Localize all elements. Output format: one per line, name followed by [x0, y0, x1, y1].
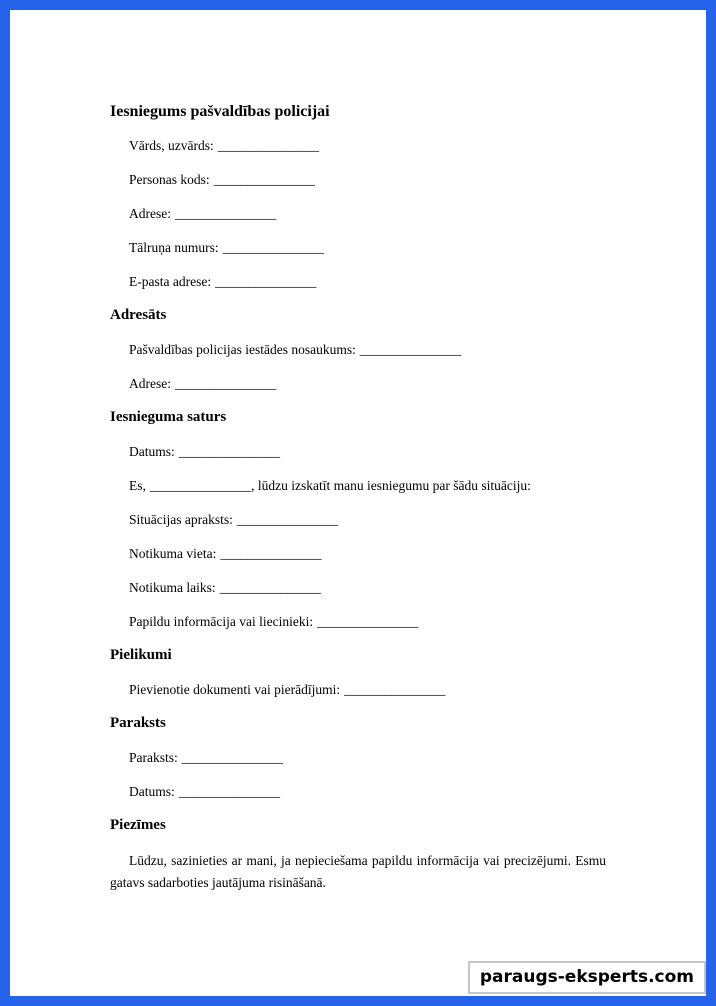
- section-heading-paraksts: Paraksts: [110, 715, 166, 731]
- field-line-attachments: [110, 680, 606, 699]
- field-blank: _______________: [222, 240, 324, 255]
- field-line-situation-description: [110, 510, 606, 529]
- field-blank: _______________: [215, 274, 317, 289]
- field-blank: _______________: [149, 478, 252, 493]
- section-heading-piezimes: Piezīmes: [110, 817, 166, 833]
- section-heading-iesnieguma-saturs: Iesnieguma saturs: [110, 409, 227, 425]
- field-suffix: , lūdzu izskatīt manu iesniegumu par šādu situāciju:: [251, 478, 531, 493]
- field-label: Datums:: [129, 444, 175, 459]
- field-blank: _______________: [236, 512, 339, 527]
- field-label: Pašvaldības policijas iestādes nosaukums:: [129, 342, 356, 357]
- field-line-address: [110, 204, 606, 223]
- field-blank: _______________: [344, 682, 446, 697]
- field-blank: _______________: [181, 750, 283, 765]
- field-line-signature: [110, 748, 606, 767]
- field-label: Paraksts:: [129, 750, 178, 765]
- field-label: Tālruņa numurs:: [129, 240, 219, 255]
- notes-paragraph: Lūdzu, sazinieties ar mani, ja nepieciešama papildu informācija vai precizējumi. Esmu gatavs sadarboties jautājuma risināšanā.: [110, 853, 606, 890]
- field-line-additional-info: [110, 612, 606, 631]
- field-blank: _______________: [174, 376, 277, 391]
- field-label: Adrese:: [129, 376, 171, 391]
- field-blank: _______________: [359, 342, 462, 357]
- field-label: Vārds, uzvārds:: [129, 138, 214, 153]
- field-blank: _______________: [317, 614, 419, 629]
- field-line-personal-code: [110, 170, 606, 189]
- field-label: Notikuma vieta:: [129, 546, 217, 561]
- field-blank: _______________: [213, 172, 315, 187]
- field-label: Notikuma laiks:: [129, 580, 216, 595]
- field-label: Papildu informācija vai liecinieki:: [129, 614, 314, 629]
- field-line-incident-place: [110, 544, 606, 563]
- section-heading-adresats: Adresāts: [110, 307, 167, 323]
- field-label: Personas kods:: [129, 172, 210, 187]
- field-blank: _______________: [219, 580, 321, 595]
- field-label: E-pasta adrese:: [129, 274, 212, 289]
- field-line-request-sentence: [110, 476, 606, 495]
- document-title: Iesniegums pašvaldības policijai: [110, 103, 330, 120]
- field-line-email: [110, 272, 606, 291]
- field-label: Es,: [129, 478, 146, 493]
- field-label: Situācijas apraksts:: [129, 512, 233, 527]
- field-blank: _______________: [220, 546, 322, 561]
- field-line-date: [110, 442, 606, 461]
- field-label: Adrese:: [129, 206, 171, 221]
- section-heading-pielikumi: Pielikumi: [110, 647, 172, 663]
- field-line-incident-time: [110, 578, 606, 597]
- field-line-name: [110, 136, 606, 155]
- field-blank: _______________: [217, 138, 319, 153]
- field-blank: _______________: [174, 206, 277, 221]
- field-line-phone: [110, 238, 606, 257]
- field-label: Pievienotie dokumenti vai pierādījumi:: [129, 682, 341, 697]
- field-line-signature-date: [110, 782, 606, 801]
- field-line-institution-name: [110, 340, 606, 359]
- field-label: Datums:: [129, 784, 175, 799]
- field-blank: _______________: [178, 444, 280, 459]
- watermark-link[interactable]: paraugs-eksperts.com: [468, 961, 706, 994]
- field-line-institution-address: [110, 374, 606, 393]
- field-blank: _______________: [178, 784, 280, 799]
